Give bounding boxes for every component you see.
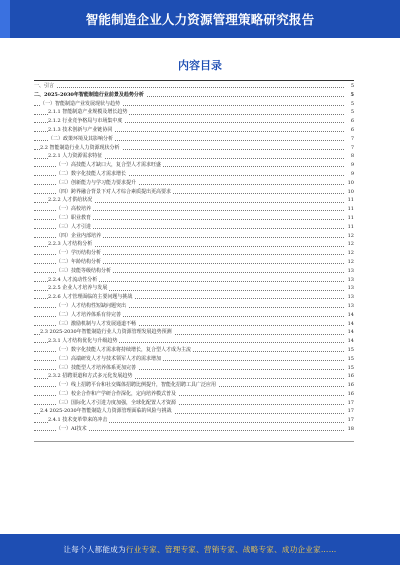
toc-entry[interactable] (34, 214, 354, 223)
toc-entry-label: 2.2.5 企业人才培养与发展 (48, 285, 108, 292)
toc-entry-page: 16 (347, 373, 354, 380)
toc-entry-page: 12 (347, 232, 354, 239)
toc-entry-page: 6 (350, 118, 354, 125)
toc-entry[interactable] (34, 355, 354, 364)
toc-entry[interactable] (34, 161, 354, 170)
toc-entry[interactable] (34, 240, 354, 249)
toc-entry-page: 13 (347, 294, 354, 301)
toc-entry[interactable] (34, 320, 354, 329)
toc-entry-label: （二）人才培养体系有待完善 (56, 311, 122, 318)
toc-entry-label: （三）国际化人才引进力度加强，全球化配置人才资源 (56, 399, 177, 406)
toc-entry-page: 14 (347, 338, 354, 345)
toc-entry[interactable] (34, 232, 354, 241)
toc-entry-page: 5 (350, 83, 354, 89)
toc-entry-page: 17 (347, 408, 354, 415)
toc-entry-label: （二）职业教育 (56, 214, 92, 221)
toc-entry[interactable] (34, 170, 354, 179)
toc-entry-label: （二）数字化技能人才需求增长 (56, 170, 127, 177)
toc-dot-leader (34, 87, 344, 88)
table-of-contents (34, 82, 354, 434)
toc-entry[interactable] (34, 249, 354, 258)
toc-entry-page: 12 (347, 250, 354, 257)
toc-entry[interactable] (34, 108, 354, 117)
toc-entry-label: 2.2.3 人才结构分析 (48, 241, 93, 248)
toc-entry-page: 15 (347, 346, 354, 353)
toc-entry-label: 2.2.4 人才流动性分析 (48, 276, 98, 283)
toc-entry[interactable] (34, 179, 354, 188)
toc-entry[interactable] (34, 284, 354, 293)
toc-entry[interactable] (34, 390, 354, 399)
toc-entry-label: （一）人才结构性短缺问题突出 (56, 302, 127, 309)
toc-entry[interactable] (34, 399, 354, 408)
toc-entry[interactable] (34, 258, 354, 267)
toc-entry[interactable] (34, 337, 354, 346)
toc-entry-label: （三）技能型人才培养体系更加完善 (56, 364, 137, 371)
toc-entry-page: 11 (347, 206, 354, 213)
report-title: 智能制造企业人力资源管理策略研究报告 (85, 12, 315, 27)
toc-entry-page: 9 (350, 170, 354, 177)
toc-entry-page: 11 (347, 214, 354, 221)
footer-slogan-prefix: 让每个人都能成为 (63, 545, 126, 554)
toc-entry-label: 2.2.1 人力资源需求特征 (48, 153, 103, 160)
toc-entry[interactable] (34, 205, 354, 214)
toc-entry-page: 15 (347, 364, 354, 371)
toc-entry[interactable] (34, 346, 354, 355)
toc-entry-page: 13 (347, 267, 354, 274)
toc-entry-label: （三）技能等级结构分析 (56, 267, 112, 274)
toc-entry-label: （一）智能制造产业发展现状与趋势 (40, 100, 121, 107)
toc-entry-label: 2.3.1 人才结构优化与升级趋势 (48, 338, 118, 345)
toc-entry[interactable] (34, 100, 354, 109)
toc-entry[interactable] (34, 311, 354, 320)
toc-entry[interactable] (34, 144, 354, 153)
toc-entry-label: （一）学历结构分析 (56, 250, 102, 257)
toc-entry[interactable] (34, 82, 354, 91)
toc-entry-label: （二）政策环境及其影响分析 (48, 135, 114, 142)
toc-entry[interactable] (34, 117, 354, 126)
toc-entry[interactable] (34, 364, 354, 373)
toc-entry[interactable] (34, 135, 354, 144)
toc-entry-label: 2.2 智能制造行业人力资源现状分析 (40, 144, 120, 151)
toc-bottom-rule (34, 441, 354, 442)
toc-entry-page: 17 (347, 399, 354, 406)
toc-entry[interactable] (34, 91, 354, 100)
toc-entry[interactable] (34, 407, 354, 416)
toc-entry-label: （二）年龄结构分析 (56, 258, 102, 265)
toc-entry-page: 11 (347, 223, 354, 230)
toc-entry[interactable] (34, 372, 354, 381)
toc-entry-label: （二）高端研发人才与技术领军人才的需求增加 (56, 355, 162, 362)
toc-entry-page: 8 (350, 153, 354, 160)
toc-entry-label: （三）创新能力与学习能力要求提升 (56, 179, 137, 186)
toc-entry-label: 2.3.2 招聘渠道和方式多元化发展趋势 (48, 373, 133, 380)
toc-entry-label: 一、引言 (34, 83, 55, 89)
toc-entry-page: 12 (347, 258, 354, 265)
toc-entry-page: 6 (350, 126, 354, 133)
toc-entry-label: （三）激励机制与人才发展通道不畅 (56, 320, 137, 327)
toc-entry[interactable] (34, 152, 354, 161)
toc-entry[interactable] (34, 381, 354, 390)
toc-entry-label: （四）企业内部培养 (56, 232, 102, 239)
toc-entry-page: 10 (347, 179, 354, 186)
toc-entry-page: 11 (347, 197, 354, 204)
toc-entry[interactable] (34, 188, 354, 197)
toc-entry-page: 5 (350, 109, 354, 116)
toc-entry-label: （三）人才引进 (56, 223, 92, 230)
toc-entry-page: 7 (350, 135, 354, 142)
toc-entry-label: （一）AI技术 (56, 426, 87, 433)
toc-entry-page: 13 (347, 276, 354, 283)
toc-entry-label: 2.2.2 人才供给状况 (48, 197, 93, 204)
toc-entry-label: （二）校企合作和产学研合作深化，定向培养模式普及 (56, 390, 177, 397)
report-header-bar (0, 0, 400, 38)
toc-entry-page: 17 (347, 417, 354, 424)
toc-entry[interactable] (34, 276, 354, 285)
toc-entry[interactable] (34, 293, 354, 302)
toc-entry-page: 9 (350, 162, 354, 169)
toc-entry-label: 2.3 2025-2030年智能制造行业人力资源管理发展趋势预测 (40, 329, 172, 336)
toc-entry-page: 5 (350, 100, 354, 107)
toc-entry-page: 16 (347, 390, 354, 397)
toc-entry[interactable] (34, 328, 354, 337)
toc-heading: 内容目录 (178, 59, 222, 72)
toc-entry-label: 2.1.1 智能制造产业规模及增长趋势 (48, 109, 128, 116)
footer-slogan-highlight: 行业专家、管理专家、营销专家、战略专家、成功企业家…… (125, 545, 337, 554)
toc-entry-page: 5 (350, 91, 354, 98)
toc-entry-label: （一）高校培养 (56, 206, 92, 213)
toc-entry-label: 2.1.2 行业竞争格局与市场集中度 (48, 118, 123, 125)
toc-entry-page: 10 (347, 188, 354, 195)
toc-entry-page: 16 (347, 382, 354, 389)
toc-entry-label: （一）线上招聘平台和社交媒体招聘比例提升，智能化招聘工具广泛应用 (56, 382, 217, 389)
toc-entry-page: 13 (347, 285, 354, 292)
toc-entry[interactable] (34, 302, 354, 311)
footer-banner (0, 534, 400, 565)
toc-entry-page: 13 (347, 302, 354, 309)
toc-entry-page: 7 (350, 144, 354, 151)
toc-entry-page: 18 (347, 426, 354, 433)
toc-top-rule (34, 80, 354, 81)
toc-entry[interactable] (34, 196, 354, 205)
toc-entry-page: 15 (347, 355, 354, 362)
toc-entry-label: 二、2025-2030年智能制造行业前景及趋势分析 (34, 91, 144, 98)
toc-entry[interactable] (34, 425, 354, 434)
toc-entry-label: 2.4.1 技术变革带来的冲击 (48, 417, 108, 424)
toc-entry-page: 14 (347, 329, 354, 336)
toc-entry-label: （四）跨界融合背景下对人才综合素质提出更高要求 (56, 188, 172, 195)
toc-entry-label: （一）高技能人才缺口大，复合型人才需求旺盛 (56, 162, 162, 169)
toc-entry-label: 2.2.6 人才管理面临的主要问题与挑战 (48, 294, 133, 301)
footer-slogan (0, 544, 400, 555)
toc-entry-label: （一）数字化技能人才需求将持续增长，复合型人才成为主流 (56, 346, 192, 353)
toc-entry[interactable] (34, 223, 354, 232)
toc-entry-page: 14 (347, 320, 354, 327)
toc-entry-page: 14 (347, 311, 354, 318)
toc-entry[interactable] (34, 267, 354, 276)
toc-entry-label: 2.1.3 技术创新与产业链协同 (48, 126, 113, 133)
toc-entry-label: 2.4 2025-2030年智能制造人力资源管理面临的风险与挑战 (40, 408, 172, 415)
toc-entry[interactable] (34, 416, 354, 425)
toc-entry[interactable] (34, 126, 354, 135)
toc-entry-page: 12 (347, 241, 354, 248)
